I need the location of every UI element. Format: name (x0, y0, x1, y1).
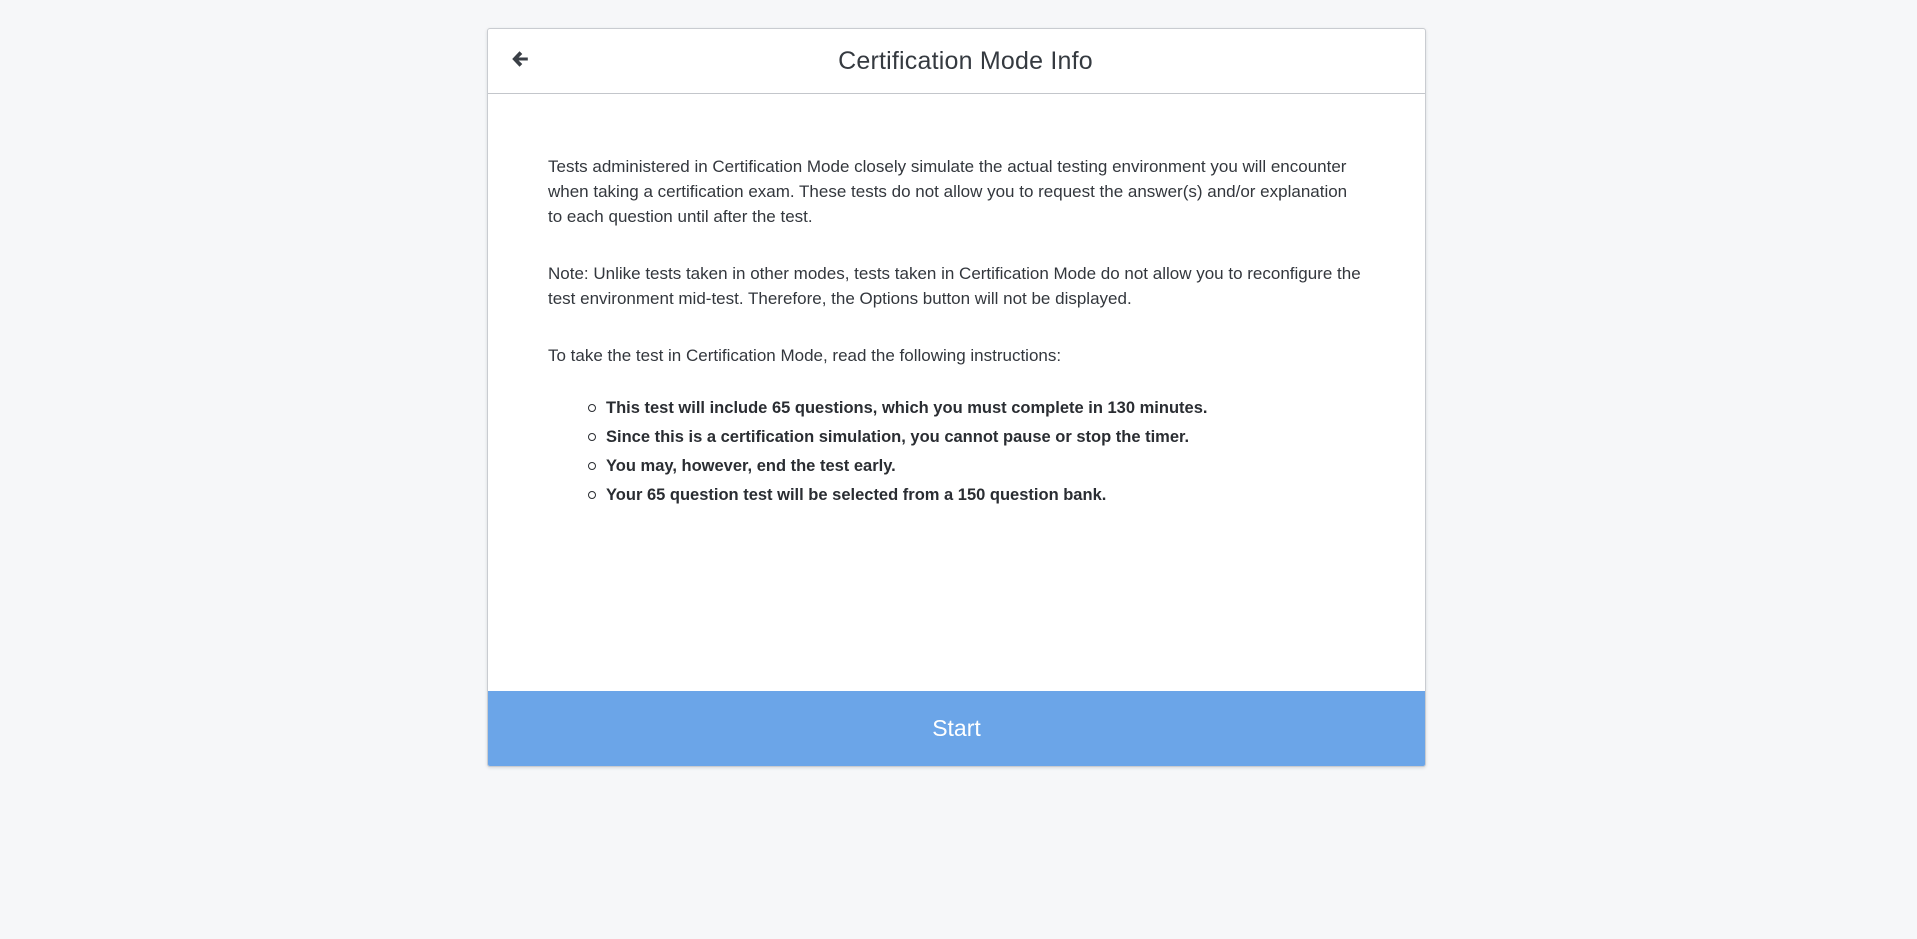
dialog-content (488, 94, 1425, 510)
arrow-left-icon (509, 48, 531, 70)
certification-info-dialog (487, 28, 1426, 767)
list-item-text: You may, however, end the test early. (606, 457, 896, 475)
instructions-list (548, 394, 1365, 510)
list-item (588, 394, 1365, 423)
bullet-icon (588, 433, 596, 441)
list-item (588, 481, 1365, 510)
list-item-text: Since this is a certification simulation, you cannot pause or stop the timer. (606, 428, 1190, 446)
start-button[interactable]: Start (488, 691, 1425, 766)
note-paragraph: Note: Unlike tests taken in other modes, tests taken in Certification Mode do not allow you to reconfigure the test environment mid-test. Therefore, the Options button will not be displayed. (548, 264, 1361, 308)
back-button[interactable] (504, 43, 536, 75)
dialog-header (488, 29, 1425, 94)
list-item-text: This test will include 65 questions, which you must complete in 130 minutes. (606, 399, 1208, 417)
bullet-icon (588, 462, 596, 470)
bullet-icon (588, 404, 596, 412)
list-item (588, 423, 1365, 452)
list-item (588, 452, 1365, 481)
bullet-icon (588, 491, 596, 499)
instructions-heading: To take the test in Certification Mode, read the following instructions: (548, 346, 1062, 365)
list-item-text: Your 65 question test will be selected from a 150 question bank. (606, 486, 1107, 504)
intro-paragraph: Tests administered in Certification Mode closely simulate the actual testing environment you will encounter when taking a certification exam. These tests do not allow you to request the answer(s) and/or explanation to each question until after the test. (548, 157, 1348, 226)
page-title: Certification Mode Info (838, 46, 1093, 75)
